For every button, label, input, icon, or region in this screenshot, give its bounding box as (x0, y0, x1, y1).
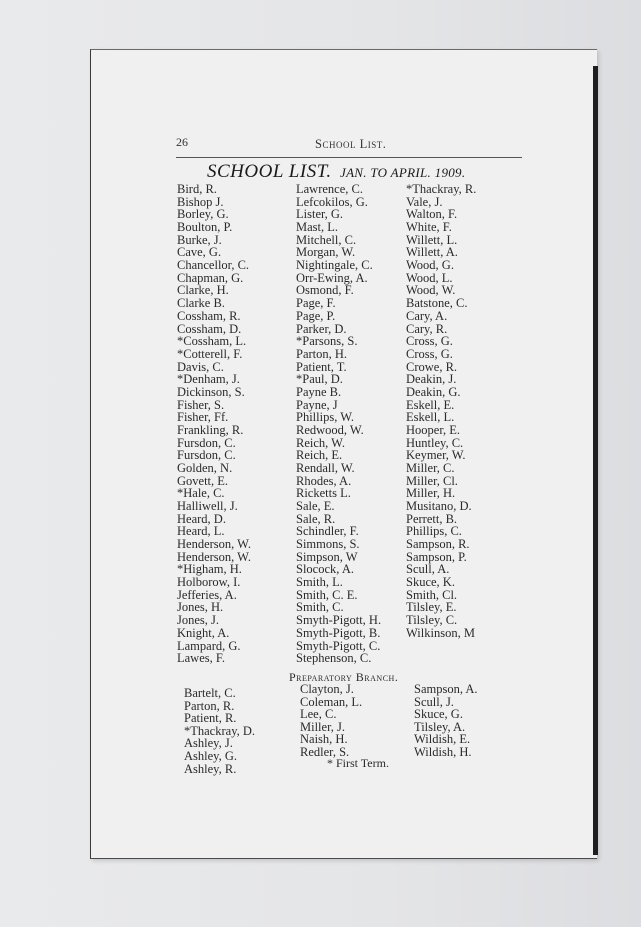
student-name: Sale, E. (296, 499, 335, 513)
student-name: Page, P. (296, 308, 336, 323)
student-name: Hooper, E. (406, 422, 460, 437)
student-name: Heard, D. (177, 511, 226, 526)
student-name: *Paul, D. (296, 372, 343, 387)
student-name: Willett, L. (406, 232, 458, 247)
student-name: Coleman, L. (300, 694, 363, 709)
student-name: Sampson, A. (414, 682, 478, 696)
running-head (176, 135, 506, 153)
student-name: Sampson, R. (406, 537, 470, 551)
student-name: Holborow, I. (177, 575, 241, 590)
student-name: Parker, D. (296, 321, 347, 336)
student-name: Stephenson, C. (296, 651, 372, 666)
student-name: Fisher, S. (177, 397, 225, 412)
student-name: Walton, F. (406, 207, 458, 222)
student-name: Scull, A. (406, 562, 450, 577)
student-name: Tilsley, A. (414, 719, 466, 734)
student-name: Tilsley, E. (406, 600, 457, 615)
student-name: Smith, Cl. (406, 587, 458, 602)
student-name: Cave, G. (177, 245, 222, 260)
student-name: Lawes, F. (177, 651, 225, 666)
student-name: Golden, N. (177, 461, 233, 475)
student-name: Govett, E. (177, 473, 229, 488)
student-name: Tilsley, C. (406, 613, 458, 628)
student-name: Lister, G. (296, 207, 344, 222)
student-name: Smith, L. (296, 575, 343, 590)
student-name: Lefcokilos, G. (296, 194, 368, 209)
student-name: Parton, H. (296, 346, 348, 361)
student-name: Ashley, R. (184, 761, 237, 776)
student-name: Crowe, R. (406, 359, 458, 374)
page-edge (593, 66, 598, 855)
student-name: Musitano, D. (406, 499, 472, 513)
student-name: Mast, L. (296, 220, 339, 234)
student-name: Cossham, D. (177, 321, 242, 336)
student-name: Borley, G. (177, 207, 229, 222)
student-name: Lee, C. (300, 707, 337, 722)
student-name: Bird, R. (177, 182, 217, 196)
student-name: Miller, Cl. (406, 473, 458, 488)
student-name: Fisher, Ff. (177, 410, 229, 425)
student-name: Wildish, H. (414, 745, 472, 759)
student-name: Smith, C. (296, 600, 344, 615)
student-name: Slocock, A. (296, 562, 354, 577)
student-name: Eskell, E. (406, 397, 455, 412)
student-name: Chancellor, C. (177, 258, 250, 273)
student-name: Cary, R. (406, 321, 448, 336)
student-name: *Higham, H. (177, 562, 242, 577)
student-name: Fursdon, C. (177, 448, 236, 463)
student-name: Dickinson, S. (177, 384, 245, 399)
student-name: Skuce, K. (406, 575, 455, 590)
student-name: Smyth-Pigott, C. (296, 638, 381, 653)
student-name: Henderson, W. (177, 549, 251, 564)
student-name: Wildish, E. (414, 732, 471, 747)
student-name: Patient, R. (184, 711, 237, 726)
student-name: Sale, R. (296, 511, 336, 526)
student-name: Jefferies, A. (177, 587, 237, 602)
prep-column-3 (414, 682, 539, 774)
student-name: Reich, W. (296, 435, 345, 450)
student-name: Naish, H. (300, 732, 348, 747)
preparatory-heading: Preparatory Branch. (289, 670, 399, 684)
student-name: Rhodes, A. (296, 473, 352, 488)
student-name: Cross, G. (406, 346, 453, 361)
student-name: Keymer, W. (406, 448, 466, 463)
student-name: Jones, J. (177, 613, 220, 628)
student-name: Skuce, G. (414, 707, 463, 722)
student-name: Nightingale, C. (296, 258, 373, 273)
student-name: Miller, J. (300, 719, 345, 734)
footnote: * First Term. (327, 756, 389, 770)
running-title: School List. (315, 137, 387, 151)
student-name: Perrett, B. (406, 511, 458, 526)
student-name: Wood, L. (406, 270, 453, 285)
student-name: Scull, J. (414, 694, 454, 709)
student-name: Redwood, W. (296, 422, 364, 437)
student-name: Miller, H. (406, 486, 456, 501)
student-name: Smith, C. E. (296, 587, 358, 602)
student-name: Eskell, L. (406, 410, 455, 425)
student-name: Batstone, C. (406, 296, 468, 311)
student-name: Clarke, H. (177, 283, 229, 298)
name-column-2 (296, 182, 421, 680)
student-name: Ashley, G. (184, 749, 238, 763)
student-name: Willett, A. (406, 245, 458, 260)
student-name: Clayton, J. (300, 682, 354, 696)
student-name: Miller, C. (406, 461, 455, 475)
student-name: Wood, G. (406, 258, 454, 273)
student-name: Smyth-Pigott, B. (296, 625, 381, 640)
student-name: Parton, R. (184, 698, 235, 713)
student-name: Ashley, J. (184, 736, 233, 751)
student-name: Payne, J (296, 397, 338, 412)
student-name: Cary, A. (406, 308, 448, 323)
student-name: Osmond, F. (296, 283, 354, 298)
student-name: Simpson, W (296, 549, 358, 564)
student-name: Payne B. (296, 384, 342, 399)
student-name: Deakin, J. (406, 372, 457, 387)
title-main: SCHOOL LIST. (207, 161, 332, 182)
student-name: Burke, J. (177, 232, 222, 247)
student-name: Davis, C. (177, 359, 224, 374)
student-name: *Cossham, L. (177, 334, 247, 349)
student-name: Mitchell, C. (296, 232, 357, 247)
student-name: Jones, H. (177, 600, 224, 615)
student-name: Rendall, W. (296, 461, 355, 475)
student-name: Chapman, G. (177, 270, 244, 285)
student-name: Smyth-Pigott, H. (296, 613, 382, 628)
student-name: Ricketts L. (296, 486, 351, 501)
student-name: Clarke B. (177, 296, 225, 311)
student-name: *Denham, J. (177, 372, 240, 387)
student-name: Wood, W. (406, 283, 456, 298)
student-name: Vale, J. (406, 194, 443, 209)
student-name: Sampson, P. (406, 549, 467, 564)
student-name: Phillips, C. (406, 524, 462, 539)
student-name: Orr-Ewing, A. (296, 270, 368, 285)
name-column-1 (177, 182, 302, 680)
student-name: *Cotterell, F. (177, 346, 243, 361)
student-name: White, F. (406, 220, 452, 234)
student-name: Cossham, R. (177, 308, 241, 323)
student-name: Simmons, S. (296, 537, 360, 551)
student-name: Lawrence, C. (296, 182, 363, 196)
student-name: *Parsons, S. (296, 334, 358, 349)
student-name: Cross, G. (406, 334, 453, 349)
student-name: Halliwell, J. (177, 499, 238, 513)
page-number: 26 (176, 135, 188, 149)
name-column-3 (406, 182, 531, 655)
student-name: Boulton, P. (177, 220, 233, 234)
student-name: Redler, S. (300, 745, 350, 759)
student-name: Patient, T. (296, 359, 347, 374)
student-name: Fursdon, C. (177, 435, 236, 450)
student-name: Bishop J. (177, 194, 224, 209)
student-name: Deakin, G. (406, 384, 461, 399)
title-dates: JAN. TO APRIL. 1909. (340, 165, 466, 180)
student-name: Lampard, G. (177, 638, 241, 653)
student-name: Henderson, W. (177, 537, 251, 551)
student-name: *Thackray, D. (184, 723, 256, 738)
header-rule (176, 157, 522, 158)
student-name: Page, F. (296, 296, 336, 311)
student-name: Bartelt, C. (184, 686, 236, 700)
student-name: Heard, L. (177, 524, 225, 539)
student-name: Wilkinson, M (406, 625, 475, 640)
student-name: Huntley, C. (406, 435, 464, 450)
prep-column-1 (184, 686, 309, 791)
student-name: *Thackray, R. (406, 182, 477, 196)
student-name: Reich, E. (296, 448, 343, 463)
student-name: Phillips, W. (296, 410, 355, 425)
student-name: Knight, A. (177, 625, 230, 640)
student-name: *Hale, C. (177, 486, 225, 501)
student-name: Frankling, R. (177, 422, 244, 437)
student-name: Schindler, F. (296, 524, 359, 539)
student-name: Morgan, W. (296, 245, 356, 260)
